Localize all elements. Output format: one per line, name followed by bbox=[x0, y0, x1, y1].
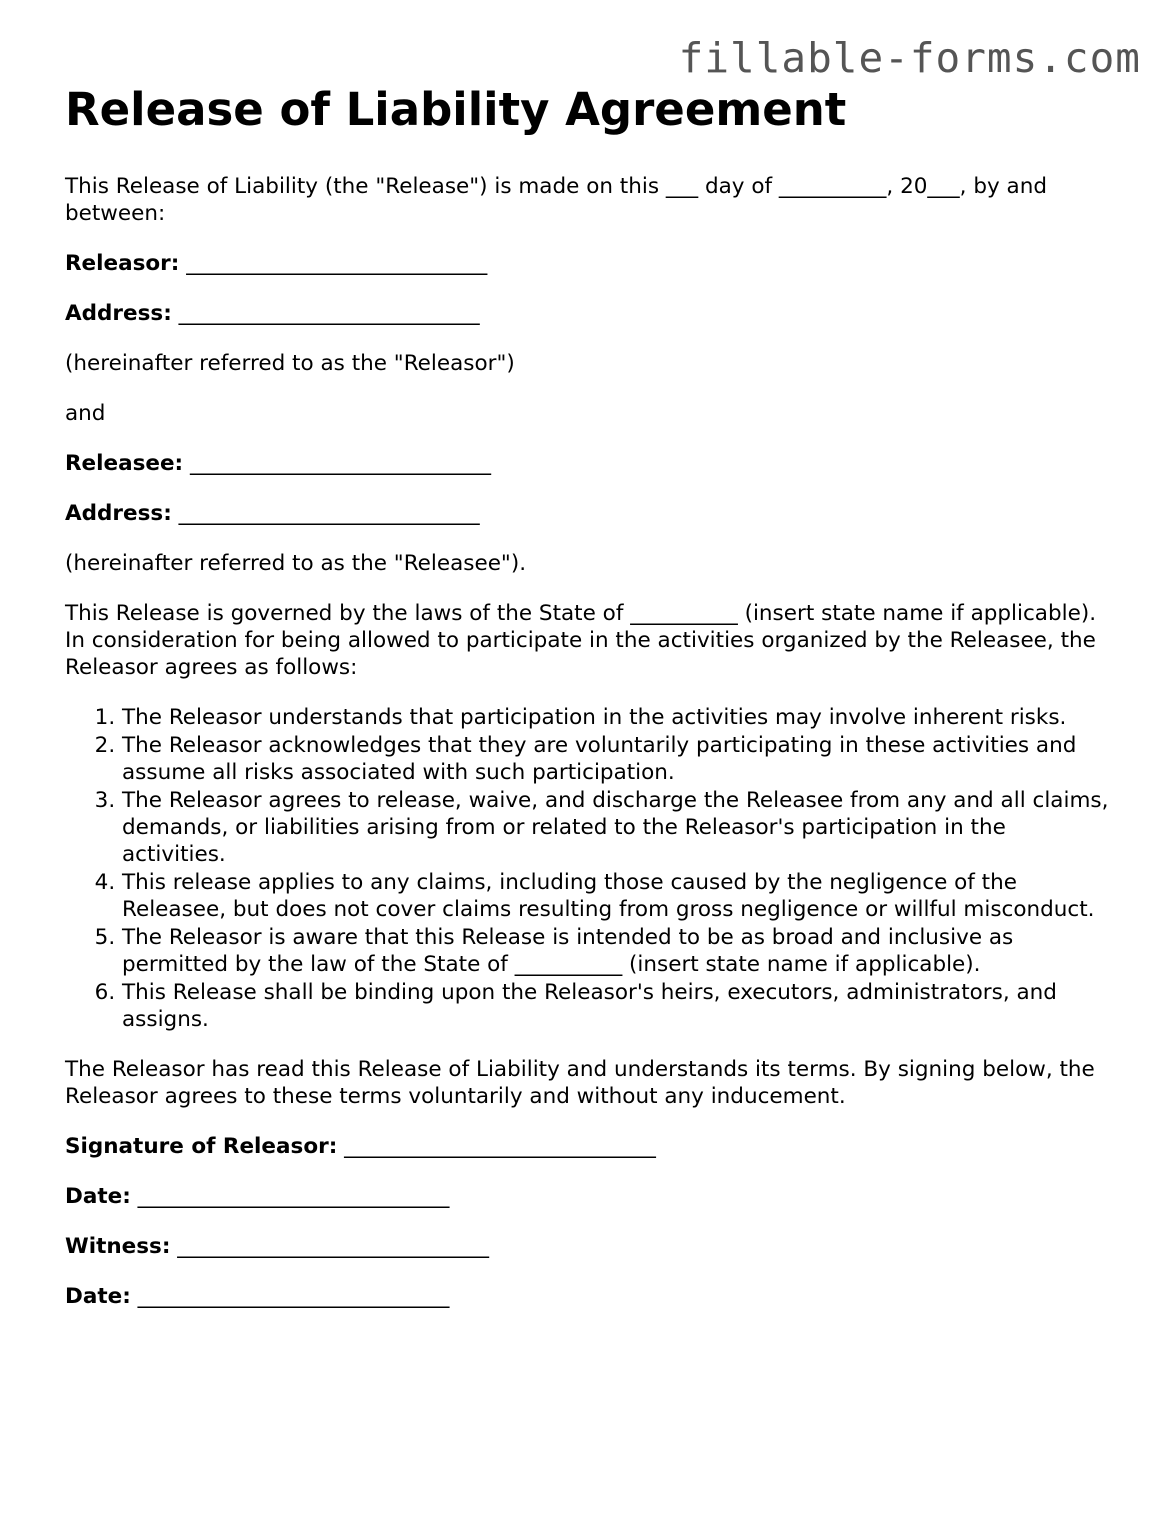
witness-date-label: Date: bbox=[65, 1284, 131, 1309]
term-item: 1. The Releasor understands that participation in the activities may involve inherent risks. bbox=[122, 704, 1115, 731]
releasee-name-field[interactable]: ____________________________ bbox=[190, 451, 491, 476]
witness-field[interactable]: _____________________________ bbox=[177, 1234, 490, 1259]
releasee-name-label: Releasee: bbox=[65, 451, 184, 476]
signature-field[interactable]: _____________________________ bbox=[344, 1134, 656, 1159]
releasor-date-label: Date: bbox=[65, 1184, 131, 1209]
releasor-name-label: Releasor: bbox=[65, 251, 180, 276]
witness-label: Witness: bbox=[65, 1234, 171, 1259]
releasee-reference: (hereinafter referred to as the "Releasee"). bbox=[65, 551, 527, 576]
releasor-address-line bbox=[65, 300, 1115, 327]
witness-line bbox=[65, 1233, 1115, 1260]
term-item: 5. The Releasor is aware that this Release is intended to be as broad and inclusive as permitted by the law of the State of __________ (insert state name if applicable). bbox=[122, 924, 1115, 978]
releasor-address-label: Address: bbox=[65, 301, 172, 326]
releasor-reference: (hereinafter referred to as the "Releasor") bbox=[65, 351, 515, 376]
releasor-date-field[interactable]: _____________________________ bbox=[137, 1184, 450, 1209]
term-item: 2. The Releasor acknowledges that they are voluntarily participating in these activities and assume all risks associated with such participation. bbox=[122, 732, 1115, 786]
signature-line bbox=[65, 1133, 1115, 1160]
releasor-date-line bbox=[65, 1183, 1115, 1210]
witness-date-line bbox=[65, 1283, 1115, 1310]
releasee-name-line bbox=[65, 450, 1115, 477]
terms-list bbox=[65, 704, 1115, 1033]
term-item: 6. This Release shall be binding upon the Releasor's heirs, executors, administrators, and assigns. bbox=[122, 979, 1115, 1033]
witness-date-field[interactable]: _____________________________ bbox=[137, 1284, 450, 1309]
releasee-address-field[interactable]: ____________________________ bbox=[178, 501, 480, 526]
releasee-address-label: Address: bbox=[65, 501, 172, 526]
term-item: 4. This release applies to any claims, including those caused by the negligence of the Releasee, but does not cover claims resulting from gross negligence or willful misconduct. bbox=[122, 869, 1115, 923]
closing-paragraph: The Releasor has read this Release of Liability and understands its terms. By signing below, the Releasor agrees to these terms voluntarily and without any inducement. bbox=[65, 1057, 1095, 1109]
releasor-address-field[interactable]: ____________________________ bbox=[178, 301, 480, 326]
releasor-name-field[interactable]: ____________________________ bbox=[186, 251, 488, 276]
governing-law-paragraph: This Release is governed by the laws of the State of __________ (insert state name if applicable). In consideration for being allowed to participate in the activities organized by the Releasee, the Releasor agrees as follows: bbox=[65, 601, 1097, 680]
page-title: Release of Liability Agreement bbox=[65, 83, 847, 136]
document-body bbox=[65, 84, 1115, 1333]
intro-paragraph: This Release of Liability (the "Release") is made on this ___ day of __________, 20___, by and between: bbox=[65, 174, 1047, 226]
releasor-name-line bbox=[65, 250, 1115, 277]
term-item: 3. The Releasor agrees to release, waive, and discharge the Releasee from any and all claims, demands, or liabilities arising from or related to the Releasor's participation in the activities. bbox=[122, 787, 1115, 868]
signature-label: Signature of Releasor: bbox=[65, 1134, 338, 1159]
watermark: fillable-forms.com bbox=[678, 34, 1141, 82]
conjunction-and: and bbox=[65, 401, 106, 426]
releasee-address-line bbox=[65, 500, 1115, 527]
